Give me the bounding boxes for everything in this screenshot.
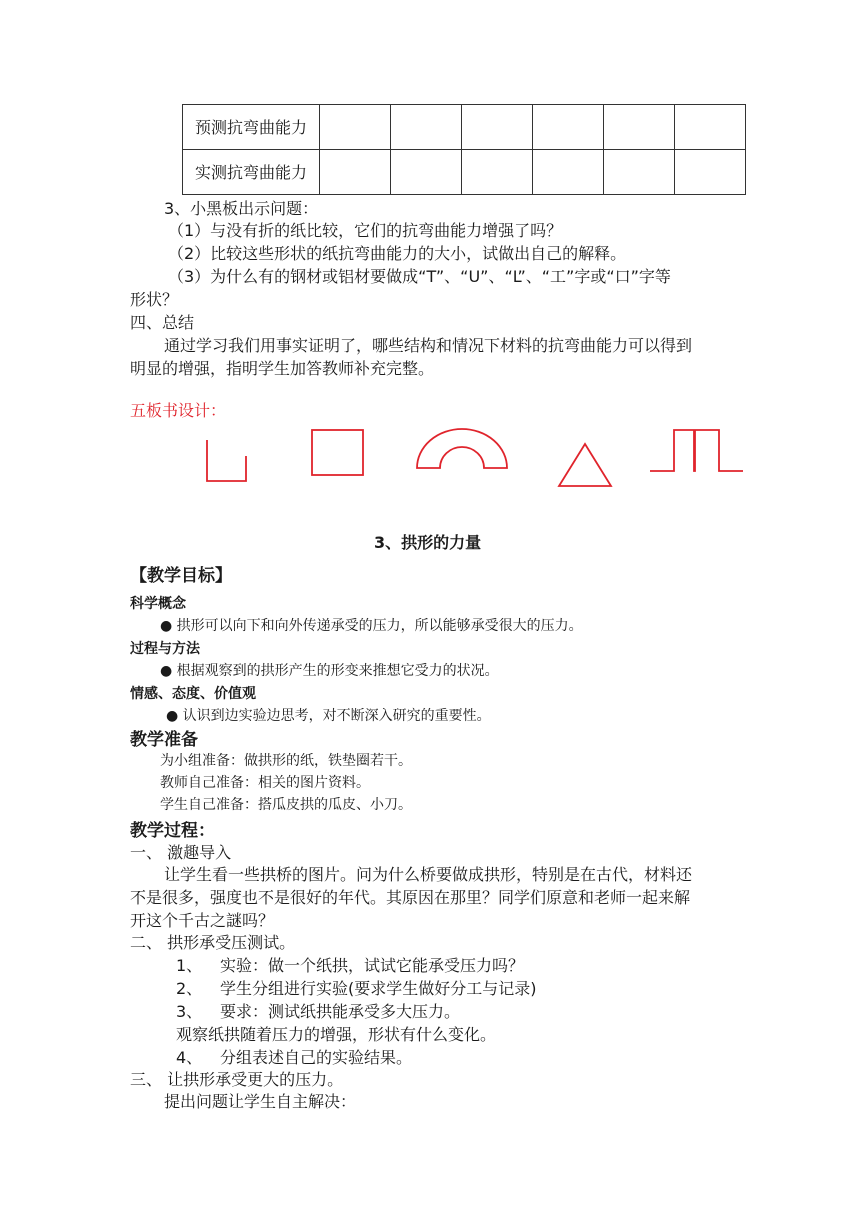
- step2-item-2-text: 学生分组进行实验(要求学生做好分工与记录): [220, 979, 537, 998]
- objectives-heading: 【教学目标】: [130, 566, 232, 586]
- questions-heading: 3、小黑板出示问题：: [164, 199, 319, 218]
- table-cell: [604, 105, 675, 150]
- board-design-heading: 五板书设计：: [130, 401, 227, 420]
- question-3-line-1: （3）为什么有的钢材或铝材要做成“T”、“U”、“L”、“工”字或“口”字等: [168, 267, 671, 286]
- table-row-label: 实测抗弯曲能力: [183, 150, 320, 195]
- process-heading: 教学过程：: [130, 821, 215, 841]
- step2-item-3-num: 3、: [176, 1002, 203, 1021]
- question-3-line-2: 形状？: [130, 290, 179, 309]
- corrugated-shape: [650, 430, 743, 471]
- attitude-heading: 情感、态度、价值观: [130, 686, 256, 702]
- table-cell: [462, 105, 533, 150]
- table-cell: [320, 105, 391, 150]
- step2-item-1-text: 实验：做一个纸拱，试试它能承受压力吗？: [220, 956, 525, 975]
- step1-line-3: 开这个千古之謎吗？: [130, 911, 275, 930]
- summary-heading: 四、总结: [130, 313, 195, 332]
- concept-item-text: 拱形可以向下和向外传递承受的压力，所以能够承受很大的压力。: [176, 618, 583, 634]
- arch-shape: [417, 429, 507, 468]
- step2-observe: 观察纸拱随着压力的增强，形状有什么变化。: [176, 1025, 497, 1044]
- step2-item-2-num: 2、: [176, 979, 203, 998]
- table-row: [183, 105, 746, 150]
- method-item: [160, 661, 499, 681]
- table-cell: [391, 105, 462, 150]
- table-cell: [391, 150, 462, 195]
- table-cell: [320, 150, 391, 195]
- u-channel-shape: [207, 440, 246, 481]
- table-row-label: 预测抗弯曲能力: [183, 105, 320, 150]
- attitude-item: [166, 706, 491, 726]
- prep-heading: 教学准备: [130, 730, 198, 750]
- prep-teacher: 教师自己准备：相关的图片资料。: [160, 775, 370, 791]
- attitude-item-text: 认识到边实验边思考，对不断深入研究的重要性。: [182, 708, 491, 724]
- summary-line-1: 通过学习我们用事实证明了，哪些结构和情况下材料的抗弯曲能力可以得到: [164, 336, 693, 355]
- step2-item-4-num: 4、: [176, 1048, 203, 1067]
- lesson-title: 3、拱形的力量: [374, 533, 482, 552]
- prep-group: 为小组准备：做拱形的纸，铁垫圈若干。: [160, 753, 412, 769]
- concept-item: [160, 616, 583, 636]
- prep-student: 学生自己准备：搭瓜皮拱的瓜皮、小刀。: [160, 797, 412, 813]
- step2-item-3-text: 要求：测试纸拱能承受多大压力。: [220, 1002, 461, 1021]
- question-2: （2）比较这些形状的纸抗弯曲能力的大小，试做出自己的解释。: [168, 244, 627, 263]
- bullet-icon: ●: [166, 708, 179, 724]
- table-cell: [604, 150, 675, 195]
- step2-heading: 二、 拱形承受压测试。: [130, 933, 296, 952]
- method-heading: 过程与方法: [130, 641, 200, 657]
- table-cell: [533, 105, 604, 150]
- question-1: （1）与没有折的纸比较，它们的抗弯曲能力增强了吗？: [168, 221, 563, 240]
- table-row: [183, 150, 746, 195]
- prediction-table: [182, 104, 746, 195]
- step3-heading: 三、 让拱形承受更大的压力。: [130, 1070, 344, 1089]
- square-shape: [312, 430, 363, 475]
- step1-line-2: 不是很多，强度也不是很好的年代。其原因在那里？同学们原意和老师一起来解: [130, 888, 691, 907]
- step1-heading: 一、 激趣导入: [130, 843, 232, 862]
- step1-line-1: 让学生看一些拱桥的图片。问为什么桥要做成拱形，特别是在古代，材料还: [164, 865, 693, 884]
- step3-line-1: 提出问题让学生自主解决：: [164, 1092, 357, 1111]
- step2-item-1-num: 1、: [176, 956, 203, 975]
- bullet-icon: ●: [160, 618, 173, 634]
- table-cell: [675, 150, 746, 195]
- step2-item-4-text: 分组表述自己的实验结果。: [220, 1048, 413, 1067]
- summary-line-2: 明显的增强，指明学生加答教师补充完整。: [130, 359, 435, 378]
- bullet-icon: ●: [160, 663, 173, 679]
- table-cell: [533, 150, 604, 195]
- concept-heading: 科学概念: [130, 596, 186, 612]
- board-design-drawing: [0, 420, 860, 500]
- table-cell: [462, 150, 533, 195]
- triangle-shape: [559, 444, 611, 486]
- method-item-text: 根据观察到的拱形产生的形变来推想它受力的状况。: [176, 663, 499, 679]
- table-cell: [675, 105, 746, 150]
